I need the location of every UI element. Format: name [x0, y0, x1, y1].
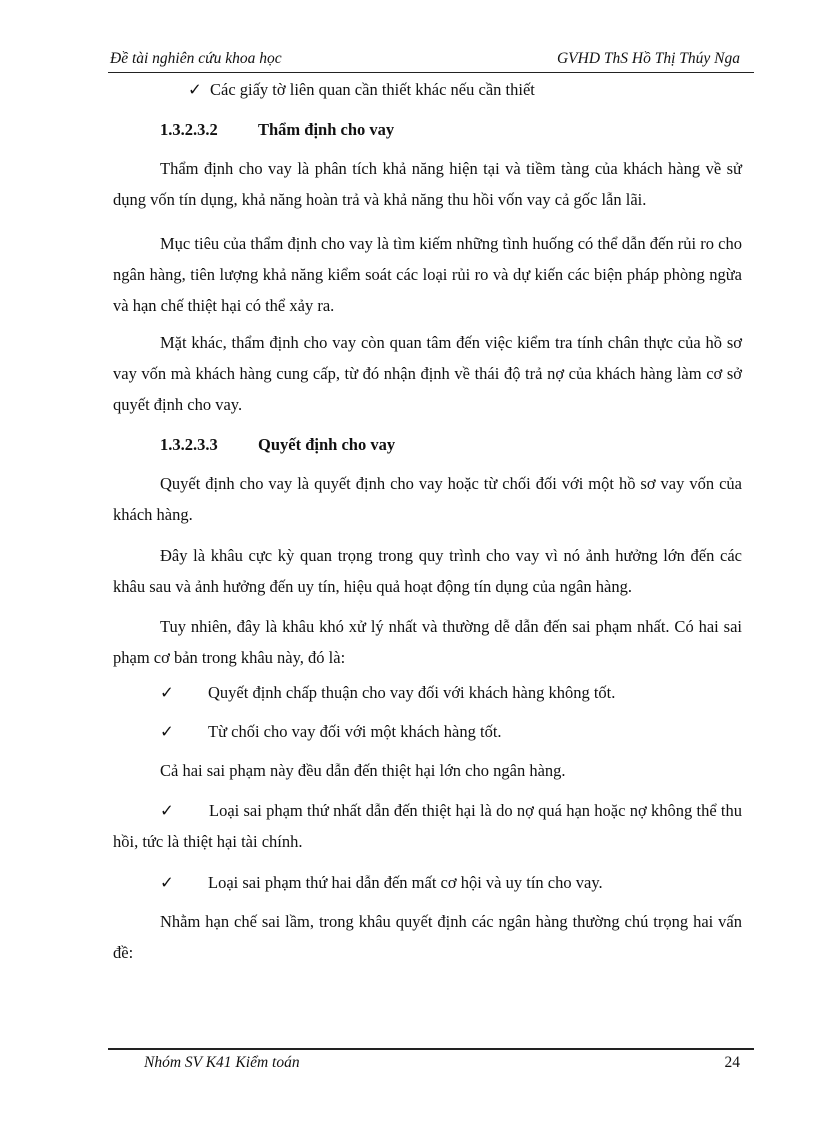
- checklist-item-wrapped: [113, 795, 742, 857]
- footer-divider: [108, 1048, 754, 1050]
- section-number: 1.3.2.3.2: [160, 120, 218, 139]
- paragraph-text: Mục tiêu của thẩm định cho vay là tìm kiếm những tình huống có thể dẫn đến rủi ro cho ngân hàng, tiên lượng khả năng kiểm soát các loại rủi ro và dự kiến các biện pháp phòng ngừa và hạn chế thiệt hại có thể xảy ra.: [113, 234, 742, 315]
- header-supervisor: GVHD ThS Hồ Thị Thúy Nga: [556, 50, 740, 67]
- check-icon: ✓: [160, 722, 174, 741]
- paragraph-text: Mặt khác, thẩm định cho vay còn quan tâm đến việc kiểm tra tính chân thực của hồ sơ vay vốn mà khách hàng cung cấp, từ đó nhận định về thái độ trả nợ của khách hàng làm cơ sở quyết định cho vay.: [113, 333, 742, 414]
- checklist-item-text: Từ chối cho vay đối với một khách hàng tốt.: [208, 722, 502, 741]
- paragraph-text: Đây là khâu cực kỳ quan trọng trong quy trình cho vay vì nó ảnh hưởng lớn đến các khâu sau và ảnh hưởng đến uy tín, hiệu quả hoạt động tín dụng của ngân hàng.: [113, 546, 742, 596]
- paragraph-text: Thẩm định cho vay là phân tích khả năng hiện tại và tiềm tàng của khách hàng về sử dụng vốn tín dụng, khả năng hoàn trả và khả năng thu hồi vốn vay cả gốc lẫn lãi.: [113, 159, 742, 209]
- paragraph: [113, 906, 742, 968]
- check-icon: ✓: [160, 873, 174, 892]
- checklist-item-text: Loại sai phạm thứ nhất dẫn đến thiệt hại là do nợ quá hạn hoặc nợ không thể thu hồi, tức là thiệt hại tài chính.: [113, 801, 742, 851]
- paragraph-text: Tuy nhiên, đây là khâu khó xử lý nhất và thường dễ dẫn đến sai phạm nhất. Có hai sai phạm cơ bản trong khâu này, đó là:: [113, 617, 742, 667]
- paragraph: [113, 153, 742, 215]
- paragraph: [113, 611, 742, 673]
- paragraph: [113, 327, 742, 420]
- paragraph: [113, 228, 742, 321]
- footer-group: Nhóm SV K41 Kiểm toán: [144, 1054, 300, 1071]
- checklist-item: [160, 873, 603, 893]
- page-number: 24: [724, 1054, 740, 1071]
- paragraph-text: Cả hai sai phạm này đều dẫn đến thiệt hại lớn cho ngân hàng.: [160, 761, 566, 780]
- checklist-item-text: Các giấy tờ liên quan cần thiết khác nếu cần thiết: [210, 80, 535, 99]
- paragraph-text: Nhằm hạn chế sai lầm, trong khâu quyết định các ngân hàng thường chú trọng hai vấn đề:: [113, 912, 742, 962]
- header-title: Đề tài nghiên cứu khoa học: [110, 50, 282, 67]
- checklist-item: [160, 722, 502, 742]
- page-header: [108, 46, 754, 72]
- checklist-item: [160, 683, 615, 703]
- paragraph-text: Quyết định cho vay là quyết định cho vay hoặc từ chối đối với một hồ sơ vay vốn của khách hàng.: [113, 474, 742, 524]
- section-heading: [160, 120, 394, 140]
- section-title: Quyết định cho vay: [258, 435, 396, 454]
- section-number: 1.3.2.3.3: [160, 435, 218, 454]
- paragraph: [113, 755, 742, 786]
- section-title: Thẩm định cho vay: [258, 120, 395, 139]
- check-icon: ✓: [160, 683, 174, 702]
- section-heading: [160, 435, 395, 455]
- check-icon: ✓: [160, 801, 174, 820]
- paragraph: [113, 540, 742, 602]
- header-divider: [108, 72, 754, 73]
- checklist-item: [188, 80, 535, 100]
- checklist-item-text: Loại sai phạm thứ hai dẫn đến mất cơ hội và uy tín cho vay.: [208, 873, 603, 892]
- check-icon: ✓: [188, 80, 202, 99]
- paragraph: [113, 468, 742, 530]
- checklist-item-text: Quyết định chấp thuận cho vay đối với khách hàng không tốt.: [208, 683, 616, 702]
